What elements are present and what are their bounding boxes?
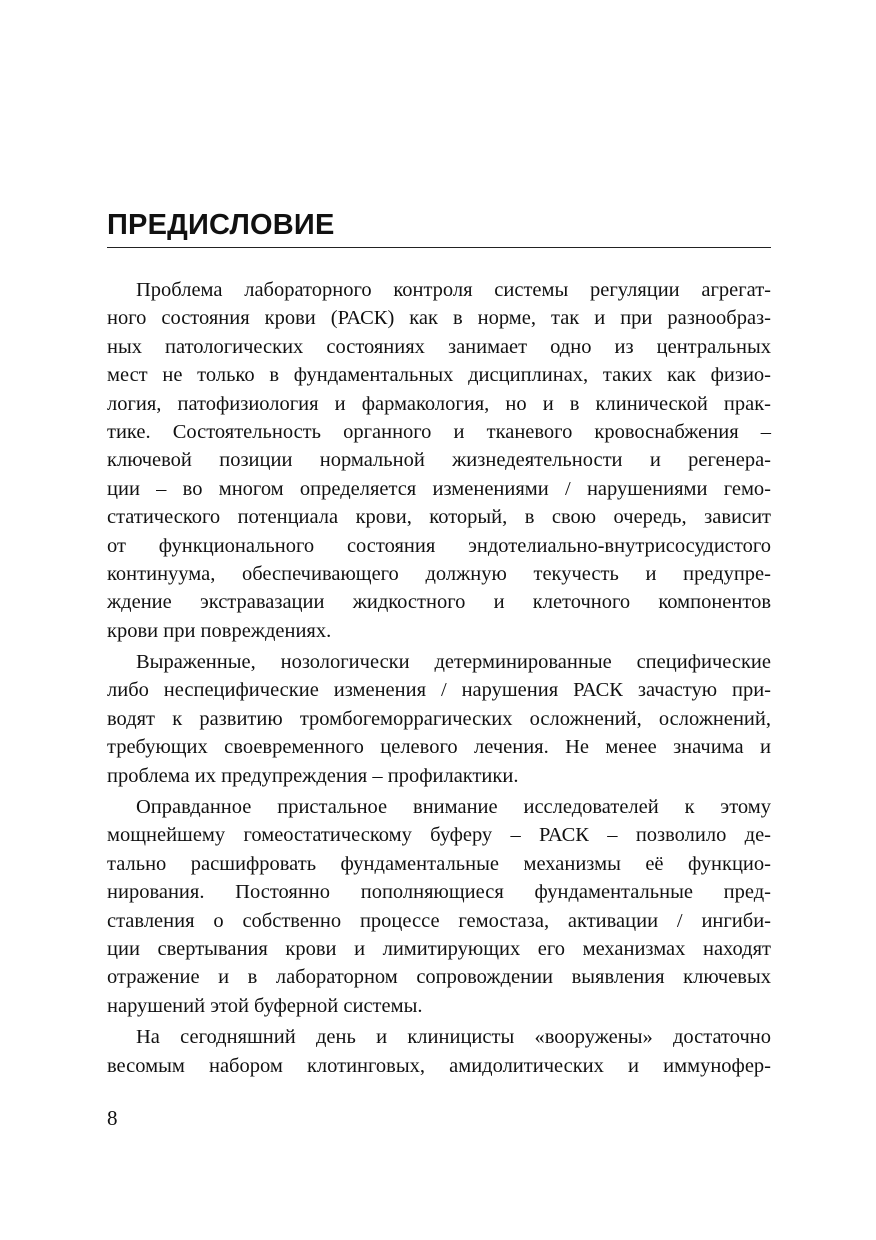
text-line: тике. Состоятельность органного и тканевого кровоснабжения –	[107, 420, 771, 443]
paragraph	[107, 1023, 771, 1080]
text-line: нарушений этой буферной системы.	[107, 994, 423, 1017]
text-line: весомым набором клотинговых, амидолитических и иммунофер-	[107, 1054, 771, 1077]
paragraph	[107, 648, 771, 790]
text-line: водят к развитию тромбогеморрагических осложнений, осложнений,	[107, 707, 771, 730]
text-line: тально расшифровать фундаментальные механизмы её функцио-	[107, 852, 771, 875]
text-line: Оправданное пристальное внимание исследователей к этому	[136, 796, 771, 819]
text-line: мест не только в фундаментальных дисциплинах, таких как физио-	[107, 364, 771, 387]
text-line: крови при повреждениях.	[107, 619, 332, 642]
paragraph	[107, 793, 771, 1020]
text-line: от функционального состояния эндотелиально-внутрисосудистого	[107, 534, 771, 557]
text-line: ключевой позиции нормальной жизнедеятельности и регенера-	[107, 449, 771, 472]
heading-underline	[107, 247, 771, 248]
text-line: ных патологических состояниях занимает одно из центральных	[107, 335, 771, 358]
paragraph	[107, 276, 771, 645]
page-number: 8	[107, 1106, 118, 1130]
text-line: ждение экстравазации жидкостного и клеточного компонентов	[107, 591, 771, 614]
text-line: На сегодняшний день и клиницисты «вооружены» достаточно	[136, 1026, 771, 1049]
text-line: мощнейшему гомеостатическому буферу – РАСК – позволило де-	[107, 824, 771, 847]
section-heading: ПРЕДИСЛОВИЕ	[107, 209, 335, 241]
text-line: отражение и в лабораторном сопровождении выявления ключевых	[107, 966, 771, 989]
text-line: ставления о собственно процессе гемостаза, активации / ингиби-	[107, 909, 771, 932]
text-line: статического потенциала крови, который, в свою очередь, зависит	[107, 506, 771, 529]
text-line: ного состояния крови (РАСК) как в норме, так и при разнообраз-	[107, 307, 771, 330]
text-line: нирования. Постоянно пополняющиеся фундаментальные пред-	[107, 881, 771, 904]
body-text	[107, 276, 771, 1080]
text-line: либо неспецифические изменения / нарушения РАСК зачастую при-	[107, 679, 771, 702]
text-line: проблема их предупреждения – профилактики.	[107, 764, 519, 787]
text-line: континуума, обеспечивающего должную текучесть и предупре-	[107, 562, 771, 585]
text-line: требующих своевременного целевого лечения. Не менее значима и	[107, 736, 771, 759]
text-line: ции – во многом определяется изменениями / нарушениями гемо-	[107, 477, 771, 500]
text-line: Проблема лабораторного контроля системы регуляции агрегат-	[136, 279, 771, 301]
text-line: ции свертывания крови и лимитирующих его механизмах находят	[107, 937, 771, 960]
text-line: Выраженные, нозологически детерминированные специфические	[136, 651, 771, 674]
text-line: логия, патофизиология и фармакология, но и в клинической прак-	[107, 392, 771, 415]
